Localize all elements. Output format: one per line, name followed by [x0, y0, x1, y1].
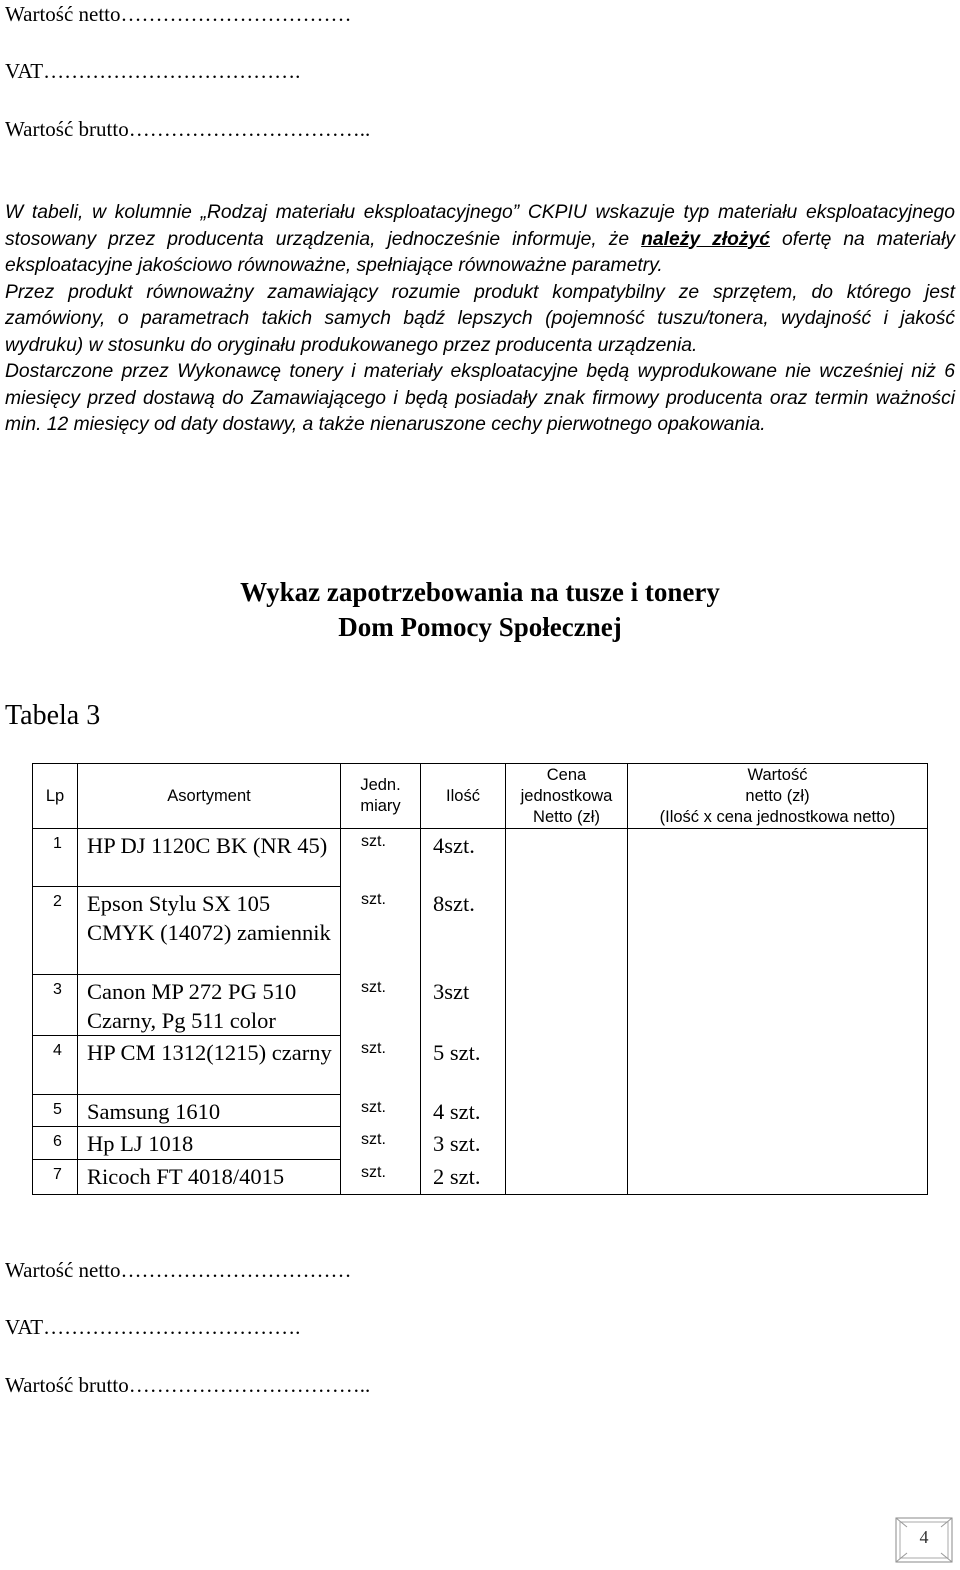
row-total — [628, 887, 928, 975]
note-emphasis: należy złożyć — [641, 228, 770, 250]
row-unit: szt. — [341, 1095, 421, 1127]
note-text-a: W tabeli, w kolumnie „Rodzaj materiału eksploatacyjnego” CKPIU wskazuje typ materiału eksploatacyjnego stosowany przez producenta urządzenia, jednocześnie informuje, że — [5, 202, 955, 250]
row-quantity: 3 szt. — [421, 1127, 506, 1160]
table-row — [33, 1036, 928, 1095]
header-unit — [341, 764, 421, 829]
row-unit-price — [506, 829, 628, 887]
vat-line: VAT………………………………. — [5, 59, 301, 83]
header-qty: Ilość — [421, 764, 506, 829]
table-row — [33, 1095, 928, 1127]
header-price-line1: Cena — [546, 765, 587, 784]
row-item-name: Ricoch FT 4018/4015 — [78, 1160, 341, 1195]
row-lp: 6 — [33, 1127, 78, 1160]
order-table — [32, 763, 928, 1195]
header-unit-price — [506, 764, 628, 829]
row-quantity: 8szt. — [421, 887, 506, 975]
row-total — [628, 829, 928, 887]
row-lp: 4 — [33, 1036, 78, 1095]
row-item-name: HP DJ 1120C BK (NR 45) — [78, 829, 341, 887]
header-total-line2: netto (zł) — [745, 786, 810, 805]
header-price-line2: jednostkowa — [520, 786, 613, 805]
row-total — [628, 1160, 928, 1195]
row-total — [628, 1127, 928, 1160]
row-unit-price — [506, 1095, 628, 1127]
row-lp: 3 — [33, 975, 78, 1036]
row-unit-price — [506, 887, 628, 975]
row-quantity: 4 szt. — [421, 1095, 506, 1127]
row-lp: 5 — [33, 1095, 78, 1127]
header-total-line1: Wartość — [747, 765, 808, 784]
row-unit: szt. — [341, 887, 421, 975]
row-lp: 1 — [33, 829, 78, 887]
row-item-name: Canon MP 272 PG 510 Czarny, Pg 511 color — [78, 975, 341, 1036]
header-total-line3: (Ilość x cena jednostkowa netto) — [659, 807, 896, 826]
note-paragraph-2: Przez produkt równoważny zamawiający rozumie produkt kompatybilny ze sprzętem, do którego jest zamówiony, o parametrach takich samych bądź lepszych (pojemność tuszu/tonera, wydajność i jakość wydruku) w stosunku do oryginału produkowanego przez producenta urządzenia. — [5, 281, 955, 356]
vat-line-bottom: VAT………………………………. — [5, 1315, 301, 1339]
net-value-line-bottom: Wartość netto…………………………… — [5, 1258, 352, 1282]
row-unit: szt. — [341, 1127, 421, 1160]
row-item-name: Hp LJ 1018 — [78, 1127, 341, 1160]
note-paragraph-1 — [5, 200, 955, 280]
row-item-name: HP CM 1312(1215) czarny — [78, 1036, 341, 1095]
row-total — [628, 975, 928, 1036]
note-paragraph-3: Dostarczone przez Wykonawcę tonery i materiały eksploatacyjne będą wyprodukowane nie wcześniej niż 6 miesięcy przed dostawą do Zamawiającego i będą posiadały znak firmowy producenta oraz termin ważności min. 12 miesięcy od daty dostawy, a także nienaruszone cechy pierwotnego opakowania. — [5, 361, 955, 435]
gross-value-line: Wartość brutto…………………………….. — [5, 117, 371, 141]
note-text-b: ofertę na materiały eksploatacyjne jakościowo równoważne, spełniające równoważne parametry. — [5, 228, 955, 276]
explanatory-note — [5, 200, 955, 439]
header-item: Asortyment — [78, 764, 341, 829]
row-total — [628, 1036, 928, 1095]
row-quantity: 3szt — [421, 975, 506, 1036]
row-unit-price — [506, 1127, 628, 1160]
header-lp: Lp — [33, 764, 78, 829]
page-number-badge — [893, 1515, 955, 1565]
header-unit-line2: miary — [360, 797, 401, 815]
row-quantity: 2 szt. — [421, 1160, 506, 1195]
row-item-name: Epson Stylu SX 105 CMYK (14072) zamiennik — [78, 887, 341, 975]
document-subheading: Dom Pomocy Społecznej — [338, 612, 622, 642]
row-lp: 2 — [33, 887, 78, 975]
header-price-line3: Netto (zł) — [533, 807, 600, 826]
row-unit: szt. — [341, 1036, 421, 1095]
gross-value-line-bottom: Wartość brutto…………………………….. — [5, 1373, 371, 1397]
table-row — [33, 829, 928, 887]
header-total — [628, 764, 928, 829]
document-heading: Wykaz zapotrzebowania na tusze i tonery — [240, 577, 720, 607]
net-value-line: Wartość netto…………………………… — [5, 2, 352, 26]
row-lp: 7 — [33, 1160, 78, 1195]
row-item-name: Samsung 1610 — [78, 1095, 341, 1127]
table-row — [33, 1160, 928, 1195]
table-caption: Tabela 3 — [5, 700, 101, 731]
row-unit-price — [506, 1160, 628, 1195]
table-row — [33, 1127, 928, 1160]
row-total — [628, 1095, 928, 1127]
row-unit-price — [506, 1036, 628, 1095]
header-unit-line1: Jedn. — [360, 776, 401, 794]
row-unit: szt. — [341, 975, 421, 1036]
row-quantity: 4szt. — [421, 829, 506, 887]
table-row — [33, 887, 928, 975]
row-unit-price — [506, 975, 628, 1036]
row-quantity: 5 szt. — [421, 1036, 506, 1095]
table-row — [33, 975, 928, 1036]
row-unit: szt. — [341, 1160, 421, 1195]
table-header-row — [33, 764, 928, 829]
page-number: 4 — [919, 1527, 929, 1547]
row-unit: szt. — [341, 829, 421, 887]
